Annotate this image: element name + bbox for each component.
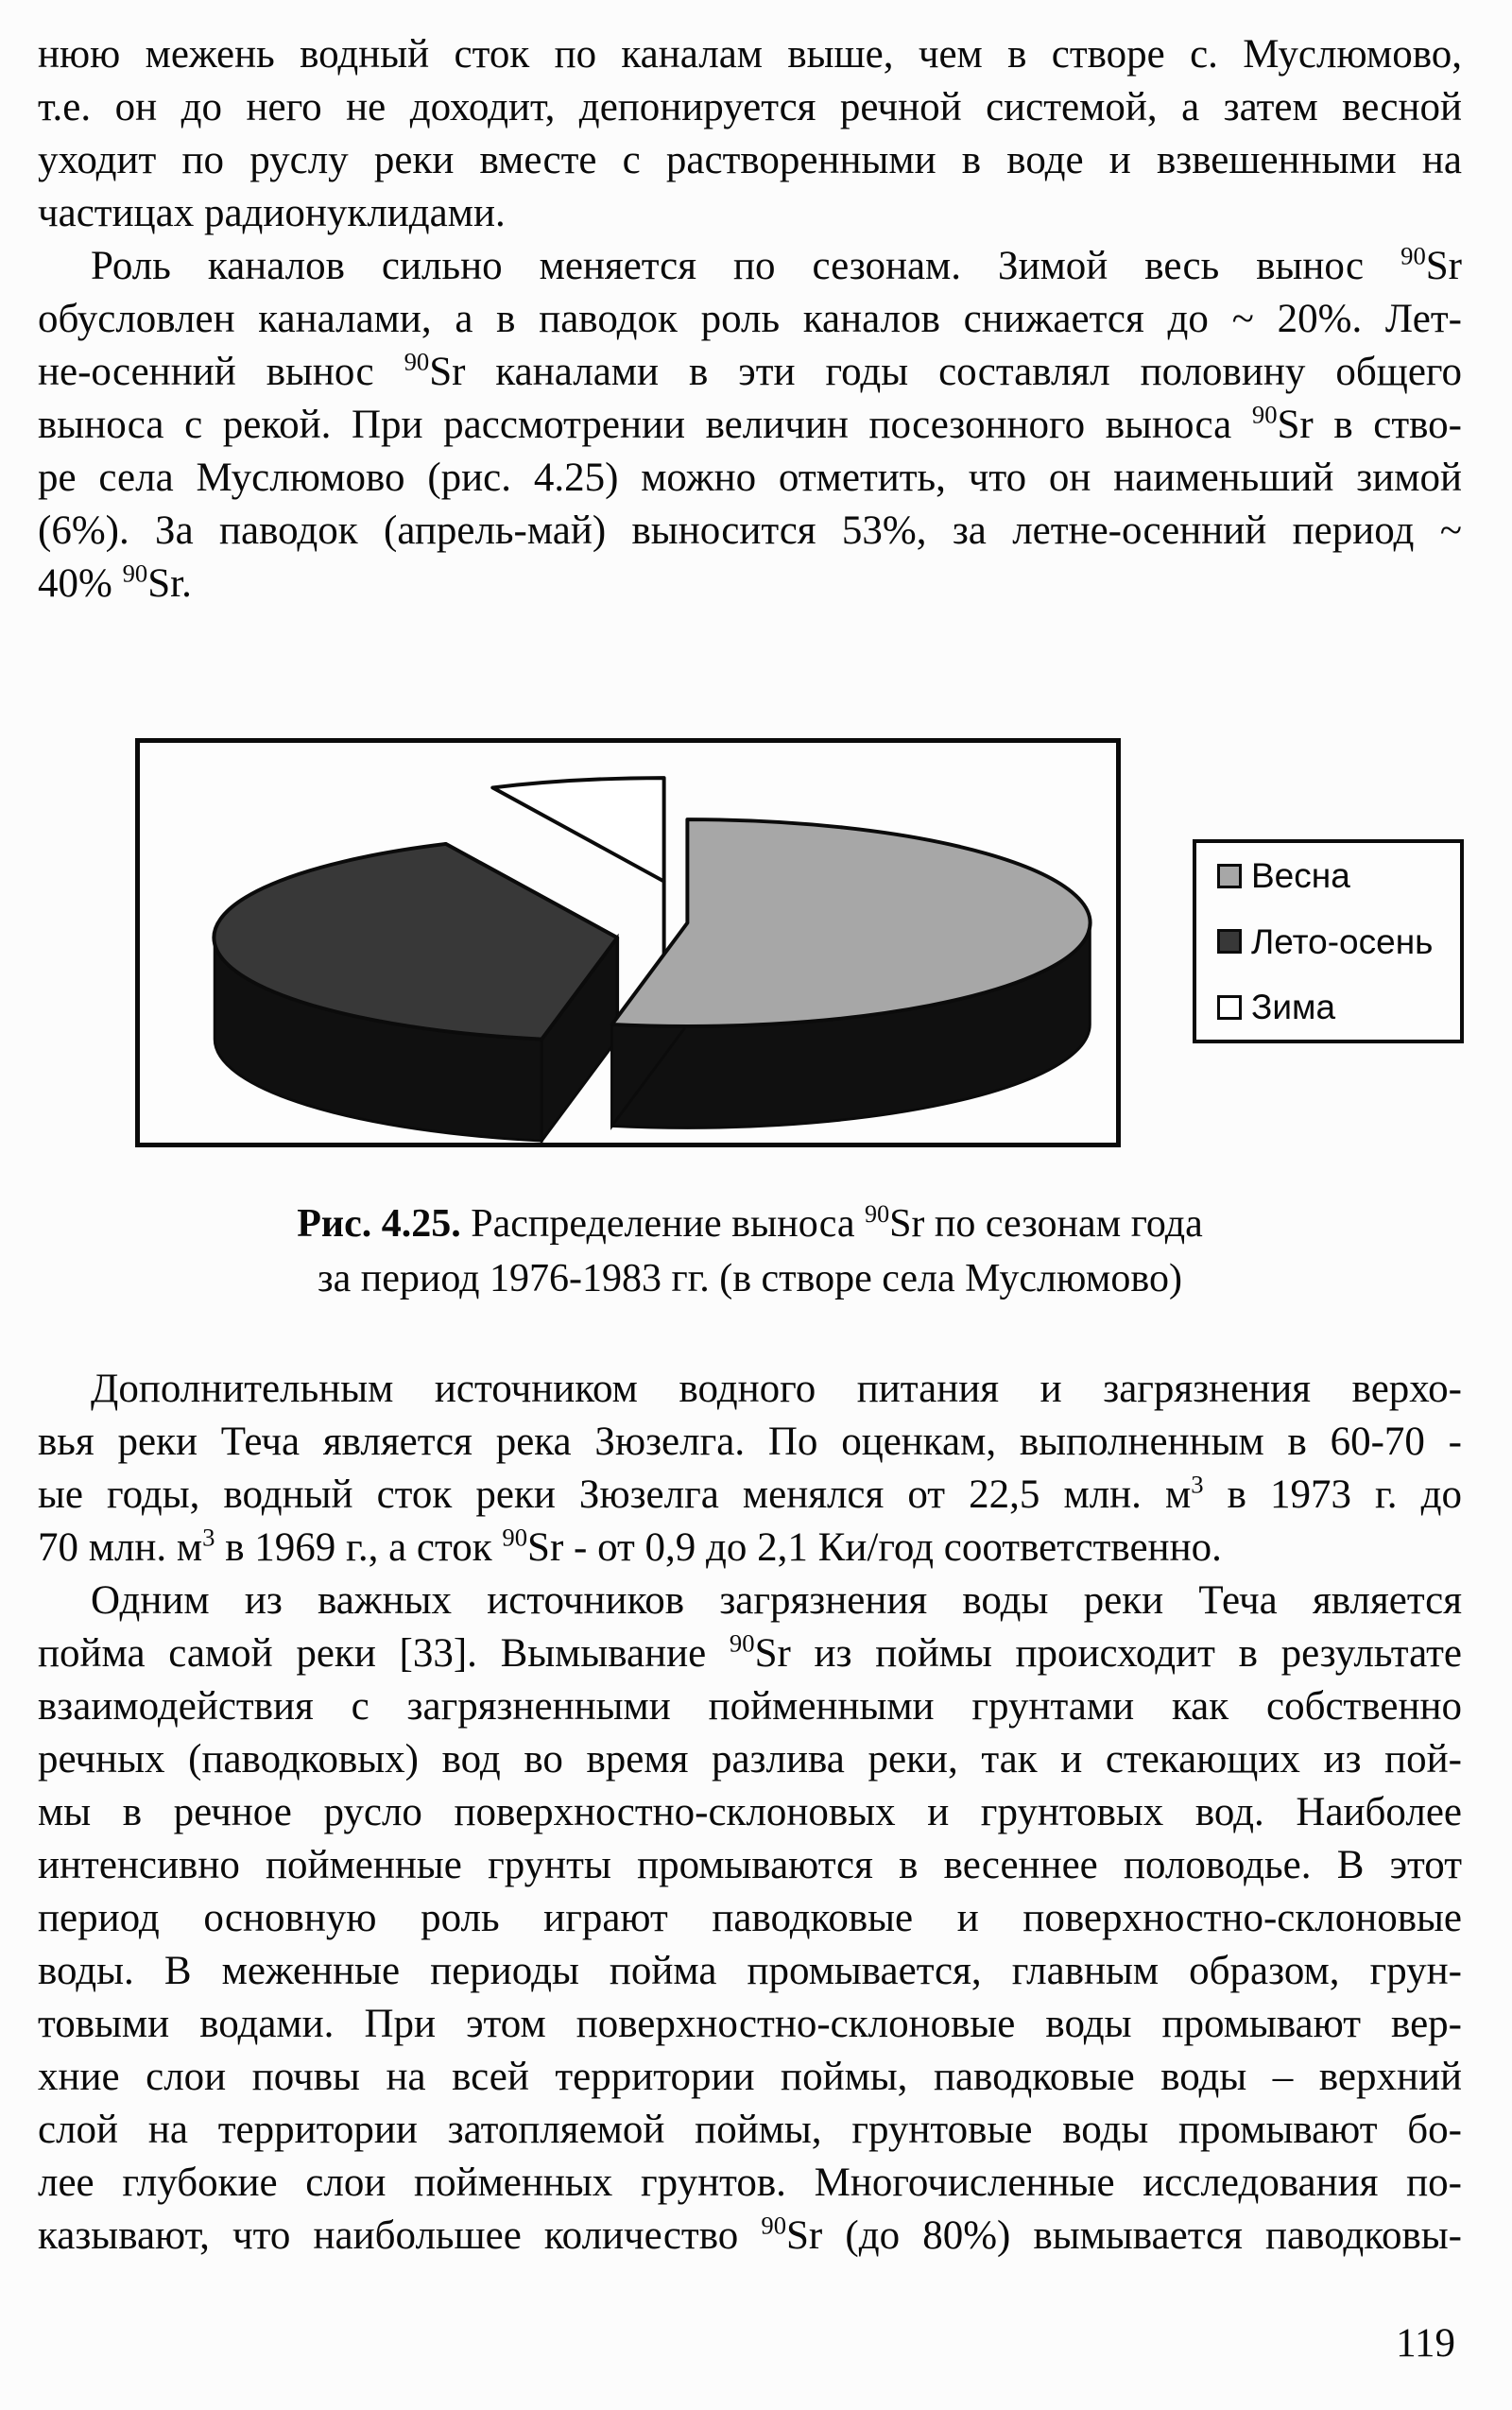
text-line: воды. В меженные периоды пойма промывается, главным образом, грун- (38, 1949, 1462, 1993)
text-line: Роль каналов сильно меняется по сезонам. Зимой весь вынос $^{90}$Sr (91, 241, 1462, 288)
text-line: т.е. он до него не доходит, депонируется речной системой, а затем весной (38, 85, 1462, 129)
text-line: Одним из важных источников загрязнения воды реки Теча является (91, 1578, 1462, 1623)
caption-line-2: за период 1976-1983 гг. (в створе села Муслюмово) (318, 1257, 1182, 1300)
text-line: 40% $^{90}$Sr. (38, 559, 192, 606)
text-line: ре села Муслюмово (рис. 4.25) можно отметить, что он наименьший зимой (38, 456, 1462, 500)
figure-caption (38, 1196, 1462, 1306)
legend-item-zima (1217, 990, 1451, 1024)
legend-swatch-vesna (1217, 864, 1242, 888)
legend-swatch-leto-osen (1217, 929, 1242, 954)
text-line: частицах радионуклидами. (38, 191, 506, 235)
chart-legend (1193, 839, 1464, 1043)
paragraph-2 (38, 240, 1462, 611)
text-line: интенсивно пойменные грунты промываются в весеннее половодье. В этот (38, 1843, 1462, 1887)
text-line: ые годы, водный сток реки Зюзелга менялся от 22,5 млн. $м^3$ в 1973 г. до (38, 1470, 1463, 1517)
text-line: хние слои почвы на всей территории поймы, паводковые воды – верхний (38, 2055, 1462, 2099)
text-line: казывают, что наибольшее количество $^{90}$Sr (до 80%) вымывается паводковы- (38, 2211, 1462, 2258)
text-line: пойма самой реки [33]. Вымывание $^{90}$Sr из поймы происходит в результате (38, 1628, 1462, 1676)
text-line: Дополнительным источником водного питания и загрязнения верхо- (91, 1367, 1462, 1411)
paragraph-1 (38, 28, 1462, 240)
legend-label: Зима (1251, 988, 1336, 1026)
text-line: уходит по руслу реки вместе с растворенными в воде и взвешенными на (38, 138, 1462, 182)
text-line: 70 млн. $м^3$ в 1969 г., а сток $^{90}$Sr - от 0,9 до 2,1 Ки/год соответственно. (38, 1523, 1222, 1570)
text-line: выноса с рекой. При рассмотрении величин посезонного выноса $^{90}$Sr в ство- (38, 400, 1463, 447)
text-line: взаимодействия с загрязненными пойменными грунтами как собственно (38, 1684, 1462, 1729)
text-line: (6%). За паводок (апрель-май) выносится 53%, за летне-осенний период ~ (38, 508, 1462, 553)
pie-slice-vesna (612, 819, 1091, 1128)
figure-4-25 (38, 738, 1462, 1157)
paragraph-4 (38, 1575, 1462, 2263)
text-line: обусловлен каналами, а в паводок роль каналов снижается до ~ 20%. Лет- (38, 297, 1462, 341)
caption-line-1 (38, 1196, 1462, 1251)
page-number: 119 (1396, 2321, 1455, 2366)
pie-slice-leto-osen (214, 844, 617, 1141)
legend-item-leto-osen (1217, 921, 1451, 961)
legend-label: Весна (1251, 856, 1350, 895)
text-line: лее глубокие слои пойменных грунтов. Многочисленные исследования по- (38, 2160, 1462, 2205)
text-line: слой на территории затопляемой поймы, грунтовые воды промывают бо- (38, 2108, 1462, 2152)
legend-item-vesna (1217, 858, 1451, 893)
text-line: мы в речное русло поверхностно-склоновых и грунтовых вод. Наиболее (38, 1790, 1462, 1834)
text-line: товыми водами. При этом поверхностно-склоновые воды промывают вер- (38, 2002, 1462, 2046)
text-line: вья реки Теча является река Зюзелга. По оценкам, выполненным в 60-70 - (38, 1420, 1462, 1464)
text-line: не-осенний вынос $^{90}$Sr каналами в эти годы составлял половину общего (38, 347, 1462, 394)
legend-swatch-zima (1217, 995, 1242, 1020)
pie-chart-frame (135, 738, 1121, 1147)
text-line: период основную роль играют паводковые и поверхностно-склоновые (38, 1896, 1462, 1940)
text-line: нюю межень водный сток по каналам выше, чем в створе с. Муслюмово, (38, 32, 1462, 77)
legend-label: Лето-осень (1251, 921, 1434, 961)
caption-number: Рис. 4.25. (297, 1202, 461, 1246)
pie-chart (140, 743, 1116, 1143)
text-line: речных (паводковых) вод во время разлива реки, так и стекающих из пой- (38, 1737, 1462, 1782)
paragraph-3 (38, 1363, 1462, 1575)
caption-text: Распределение выноса $^{90}$Sr по сезонам года (460, 1200, 1203, 1246)
